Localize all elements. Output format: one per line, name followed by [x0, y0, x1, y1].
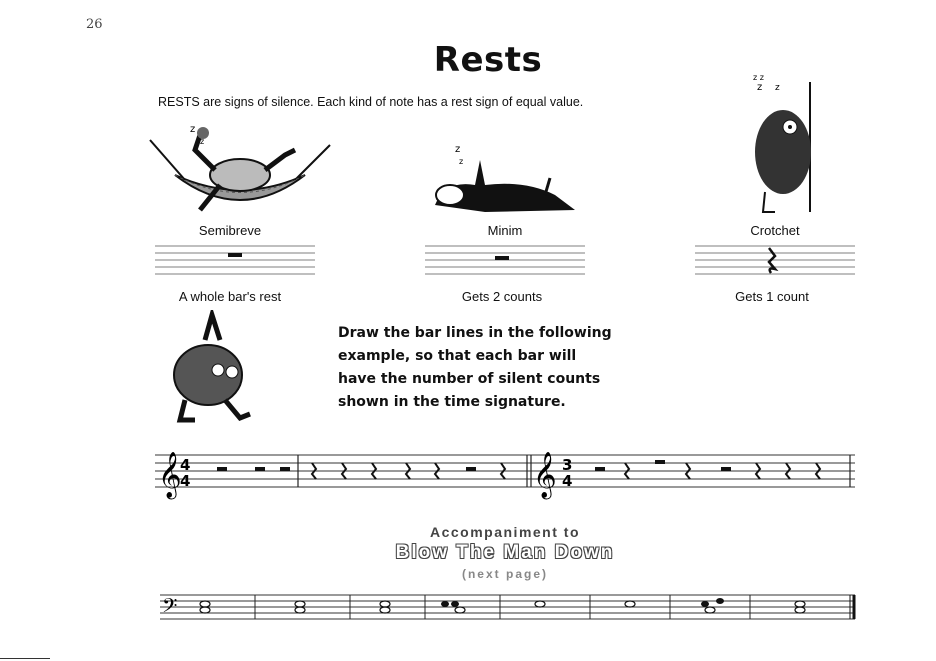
treble-clef-icon: 𝄞: [533, 452, 557, 498]
semibreve-description: A whole bar's rest: [178, 289, 282, 304]
treble-clef-icon: 𝄞: [158, 452, 182, 498]
semibreve-rest-staff: [155, 241, 315, 281]
instruction-line: have the number of silent counts: [338, 371, 601, 387]
svg-text:z: z: [455, 144, 461, 155]
intro-text: RESTS are signs of silence. Each kind of note has a rest sign of equal value.: [158, 95, 584, 109]
time-sig-2-top: 3: [562, 456, 573, 474]
svg-text:z z: z z: [753, 73, 764, 82]
hammock-creature-icon: [145, 120, 335, 225]
page-number: 26: [86, 17, 103, 32]
bass-clef-icon: 𝄢: [162, 594, 178, 622]
time-sig-1-bottom: 4: [180, 472, 191, 490]
instruction-line: example, so that each bar will: [338, 348, 577, 364]
bass-staff: [160, 590, 860, 635]
crotchet-label: Crotchet: [750, 223, 800, 238]
sleeping-creature-icon: [425, 140, 590, 220]
svg-text:z: z: [200, 137, 205, 146]
minim-rest-symbol: [255, 467, 265, 471]
footer-rule: [0, 658, 50, 659]
accompaniment-heading: Accompaniment to: [429, 524, 580, 540]
svg-text:z: z: [757, 82, 763, 93]
minim-description: Gets 2 counts: [461, 289, 543, 304]
dancing-creature-icon: [150, 310, 260, 425]
instruction-line: shown in the time signature.: [338, 394, 566, 410]
page-title: Rests: [433, 40, 543, 80]
accompaniment-song-title: Blow The Man Down: [395, 542, 615, 563]
semibreve-rest-symbol: [228, 253, 242, 257]
crotchet-rest-staff: [695, 241, 855, 281]
crotchet-description: Gets 1 count: [735, 289, 809, 304]
time-sig-2-bottom: 4: [562, 472, 573, 490]
svg-text:z: z: [190, 124, 196, 135]
svg-text:z: z: [459, 157, 464, 166]
semibreve-label: Semibreve: [198, 223, 262, 238]
exercise-staff: [155, 435, 855, 505]
time-sig-1-top: 4: [180, 456, 191, 474]
peeking-monster-icon: [735, 72, 825, 222]
exercise-instruction: [338, 322, 638, 414]
minim-rest-staff: [425, 241, 585, 281]
minim-rest-symbol: [495, 256, 509, 260]
crotchet-rest-symbol: [769, 248, 775, 273]
accompaniment-note: (next page): [461, 567, 548, 581]
instruction-line: Draw the bar lines in the following: [338, 325, 612, 341]
minim-rest-symbol: [217, 467, 227, 471]
minim-rest-symbol: [280, 467, 290, 471]
minim-label: Minim: [487, 223, 523, 238]
svg-text:z: z: [775, 83, 780, 93]
